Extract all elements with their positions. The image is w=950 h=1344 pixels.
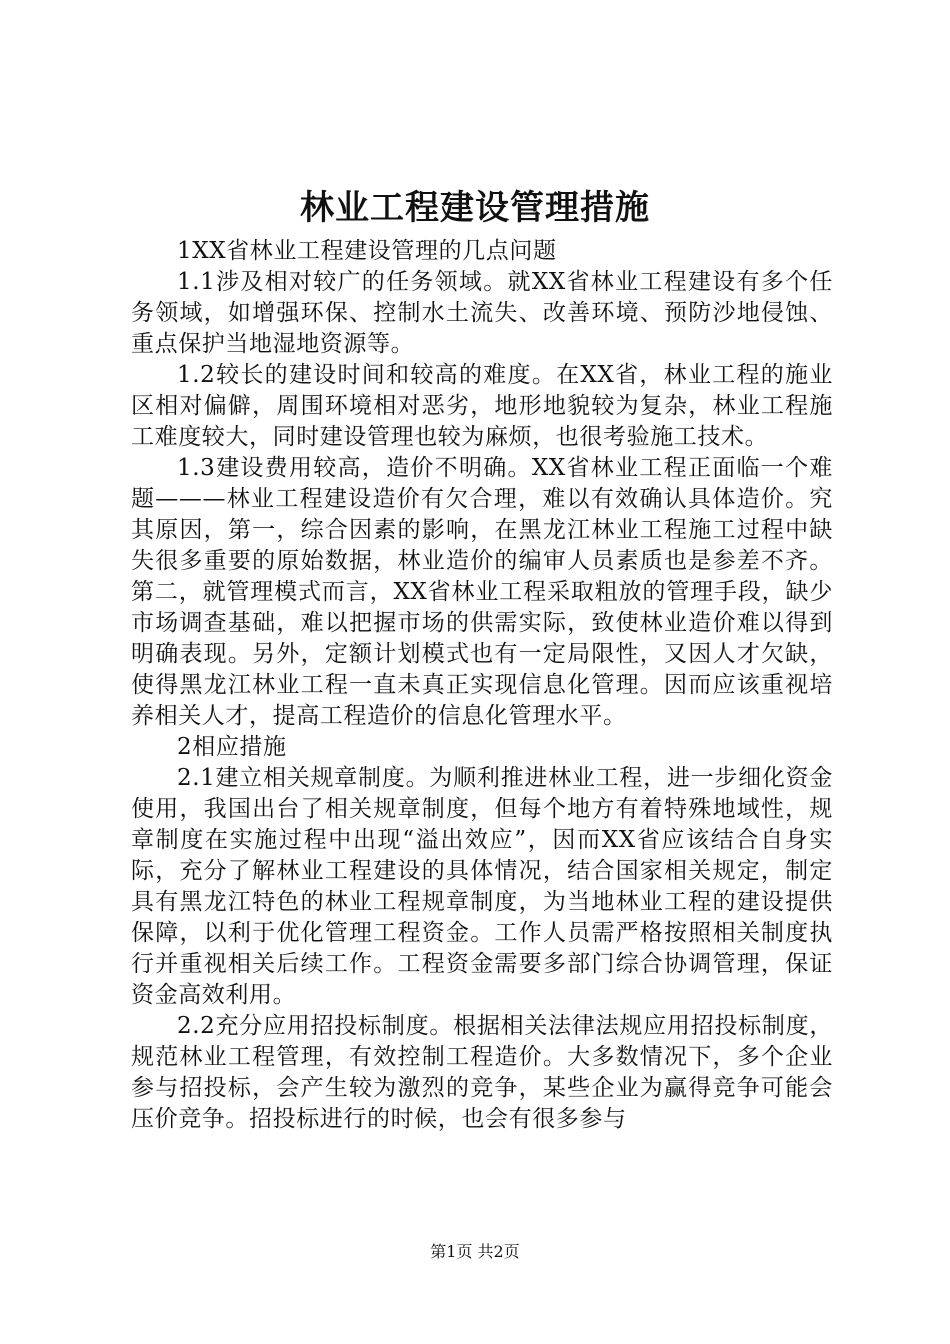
paragraph-1-3: 1.3建设费用较高，造价不明确。XX省林业工程正面临一个难题———林业工程建设造价有欠合理，难以有效确认具体造价。究其原因，第一，综合因素的影响，在黑龙江林业工程施工过程中缺失很多重要的原始数据，林业造价的编审人员素质也是参差不齐。第二，就管理模式而言，XX省林业工程采取粗放的管理手段，缺少市场调查基础，难以把握市场的供需实际，致使林业造价难以得到明确表现。另外，定额计划模式也有一定局限性，又因人才欠缺，使得黑龙江林业工程一直未真正实现信息化管理。因而应该重视培养相关人才，提高工程造价的信息化管理水平。 <box>131 455 833 729</box>
section-heading-2: 2相应措施 <box>177 734 287 760</box>
document-title: 林业工程建设管理措施 <box>300 188 650 228</box>
paragraph-2-1: 2.1建立相关规章制度。为顺利推进林业工程，进一步细化资金使用，我国出台了相关规章制度，但每个地方有着特殊地域性，规章制度在实施过程中出现“溢出效应”，因而XX省应该结合自身实际，充分了解林业工程建设的具体情况，结合国家相关规定，制定具有黑龙江特色的林业工程规章制度，为当地林业工程的建设提供保障，以利于优化管理工程资金。工作人员需严格按照相关制度执行并重视相关后续工作。工程资金需要多部门综合协调管理，保证资金高效利用。 <box>131 765 833 1008</box>
document-body <box>131 236 833 1135</box>
section-heading-1: 1XX省林业工程建设管理的几点问题 <box>177 238 557 264</box>
paragraph-2-2: 2.2充分应用招投标制度。根据相关法律法规应用招投标制度，规范林业工程管理，有效控制工程造价。大多数情况下，多个企业参与招投标，会产生较为激烈的竞争，某些企业为赢得竞争可能会压价竞争。招投标进行的时候，也会有很多参与 <box>131 1013 833 1132</box>
paragraph-1-2: 1.2较长的建设时间和较高的难度。在XX省，林业工程的施业区相对偏僻，周围环境相对恶劣，地形地貌较为复杂，林业工程施工难度较大，同时建设管理也较为麻烦，也很考验施工技术。 <box>131 362 833 450</box>
paragraph-1-1: 1.1涉及相对较广的任务领域。就XX省林业工程建设有多个任务领域，如增强环保、控制水土流失、改善环境、预防沙地侵蚀、重点保护当地湿地资源等。 <box>131 269 833 357</box>
page-footer: 第1页 共2页 <box>430 1242 520 1261</box>
